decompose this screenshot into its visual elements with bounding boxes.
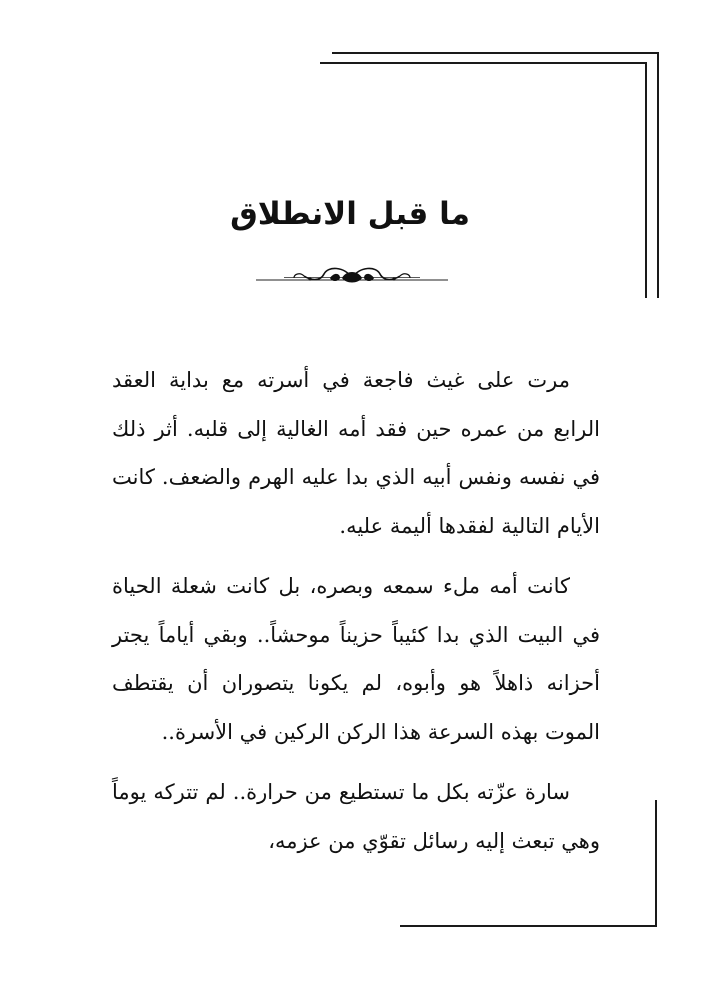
chapter-body (112, 356, 600, 877)
frame-right-outer-line (657, 52, 659, 298)
frame-top-outer-line (332, 52, 659, 54)
frame-right-inner-line (645, 62, 647, 298)
decorative-flourish-divider-icon (254, 258, 450, 290)
paragraph-2: كانت أمه ملء سمعه وبصره، بل كانت شعلة الحياة في البيت الذي بدا كئيباً حزيناً موحشاً.. وبقي أياماً يجتر أحزانه ذاهلاً هو وأبوه، لم يكونا يتصوران أن يقتطف الموت بهذه السرعة هذا الركن الركين في الأسرة.. (112, 574, 600, 744)
paragraph-1: مرت على غيث فاجعة في أسرته مع بداية العقد الرابع من عمره حين فقد أمه الغالية إلى قلبه. أثر ذلك في نفسه ونفس أبيه الذي بدا عليه الهرم والضعف. كانت الأيام التالية لفقدها أليمة عليه. (112, 368, 600, 538)
paragraph-3: سارة عزّته بكل ما تستطيع من حرارة.. لم تتركه يوماً وهي تبعث إليه رسائل تقوّي من عزمه، (112, 780, 600, 853)
frame-bottom-right-line (655, 800, 657, 927)
chapter-title: ما قبل الانطلاق (230, 196, 470, 232)
frame-top-inner-line (320, 62, 647, 64)
frame-bottom-line (400, 925, 657, 927)
